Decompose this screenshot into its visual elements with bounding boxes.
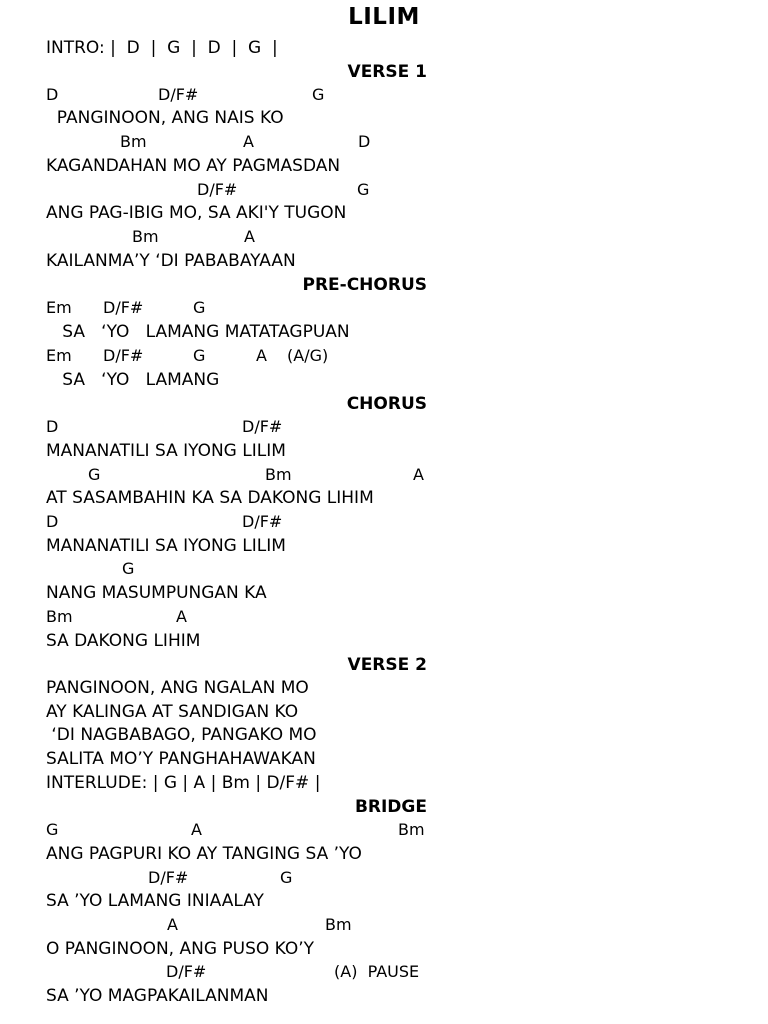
lyric-line: PANGINOON, ANG NGALAN MO	[46, 678, 309, 698]
chord: (A) PAUSE	[334, 962, 420, 981]
chord-line	[0, 344, 768, 368]
chord-line	[0, 557, 768, 581]
chord: Bm	[120, 132, 147, 151]
chord: G	[280, 868, 293, 887]
chord: A	[243, 132, 254, 151]
lyric-line: KAILANMA’Y ‘DI PABABAYAAN	[46, 251, 296, 271]
lyric-line: PANGINOON, ANG NAIS KO	[46, 108, 284, 128]
chord: A	[244, 227, 255, 246]
chord: (A/G)	[287, 346, 329, 365]
lyric-line: SALITA MO’Y PANGHAHAWAKAN	[46, 749, 316, 769]
chord: Bm	[325, 915, 352, 934]
chord: D/F#	[197, 180, 238, 199]
chord-line	[0, 605, 768, 629]
chord-line	[0, 913, 768, 937]
lyric-line: SA ’YO MAGPAKAILANMAN	[46, 986, 269, 1006]
chord: D/F#	[166, 962, 207, 981]
chord: A	[191, 820, 202, 839]
lyric-line: AT SASAMBAHIN KA SA DAKONG LIHIM	[46, 488, 374, 508]
chord: G	[193, 346, 206, 365]
section-heading-verse-1: VERSE 1	[347, 62, 427, 82]
chord: A	[176, 607, 187, 626]
chord: A	[256, 346, 267, 365]
chord: D	[358, 132, 371, 151]
chord: Bm	[398, 820, 425, 839]
chord: D/F#	[103, 346, 144, 365]
chord: G	[46, 820, 59, 839]
chord: Em	[46, 298, 72, 317]
section-heading-chorus: CHORUS	[346, 394, 427, 414]
chord: A	[413, 465, 424, 484]
chord-line	[0, 83, 768, 107]
chord-line	[0, 510, 768, 534]
interlude-line: INTERLUDE: | G | A | Bm | D/F# |	[46, 773, 321, 793]
chord: D/F#	[148, 868, 189, 887]
chord-line	[0, 225, 768, 249]
chord: D	[46, 85, 59, 104]
chord: D/F#	[242, 512, 283, 531]
chord: D/F#	[242, 417, 283, 436]
chord: Bm	[132, 227, 159, 246]
lyric-line: ANG PAGPURI KO AY TANGING SA ’YO	[46, 844, 362, 864]
lyric-line: SA DAKONG LIHIM	[46, 631, 201, 651]
chord-line	[0, 296, 768, 320]
intro-line: INTRO: | D | G | D | G |	[46, 38, 278, 58]
chord-line	[0, 818, 768, 842]
chord-line	[0, 960, 768, 984]
chord: D/F#	[158, 85, 199, 104]
chord: D/F#	[103, 298, 144, 317]
chord: Bm	[265, 465, 292, 484]
chord-line	[0, 415, 768, 439]
chord: G	[122, 559, 135, 578]
chord: G	[357, 180, 370, 199]
chord: G	[88, 465, 101, 484]
song-title: LILIM	[348, 4, 420, 30]
chord: D	[46, 417, 59, 436]
chord: Em	[46, 346, 72, 365]
lyric-line: ANG PAG-IBIG MO, SA AKI'Y TUGON	[46, 203, 347, 223]
lyric-line: AY KALINGA AT SANDIGAN KO	[46, 702, 299, 722]
chord-line	[0, 178, 768, 202]
lyric-line: SA ‘YO LAMANG MATATAGPUAN	[46, 322, 350, 342]
chord: A	[167, 915, 178, 934]
lyric-line: O PANGINOON, ANG PUSO KO’Y	[46, 939, 315, 959]
lyric-line: MANANATILI SA IYONG LILIM	[46, 536, 286, 556]
lyric-line: MANANATILI SA IYONG LILIM	[46, 441, 286, 461]
chord: G	[312, 85, 325, 104]
chord-line	[0, 130, 768, 154]
section-heading-verse-2: VERSE 2	[347, 655, 427, 675]
chord: G	[193, 298, 206, 317]
lyric-line: NANG MASUMPUNGAN KA	[46, 583, 267, 603]
chord: Bm	[46, 607, 73, 626]
lyric-line: KAGANDAHAN MO AY PAGMASDAN	[46, 156, 341, 176]
lyric-line: SA ’YO LAMANG INIAALAY	[46, 891, 264, 911]
section-heading-pre-chorus: PRE-CHORUS	[302, 275, 427, 295]
chord-line	[0, 463, 768, 487]
lyric-line: SA ‘YO LAMANG	[46, 370, 220, 390]
lyric-line: ‘DI NAGBABAGO, PANGAKO MO	[46, 725, 317, 745]
chord: D	[46, 512, 59, 531]
section-heading-bridge: BRIDGE	[354, 797, 427, 817]
chord-line	[0, 866, 768, 890]
